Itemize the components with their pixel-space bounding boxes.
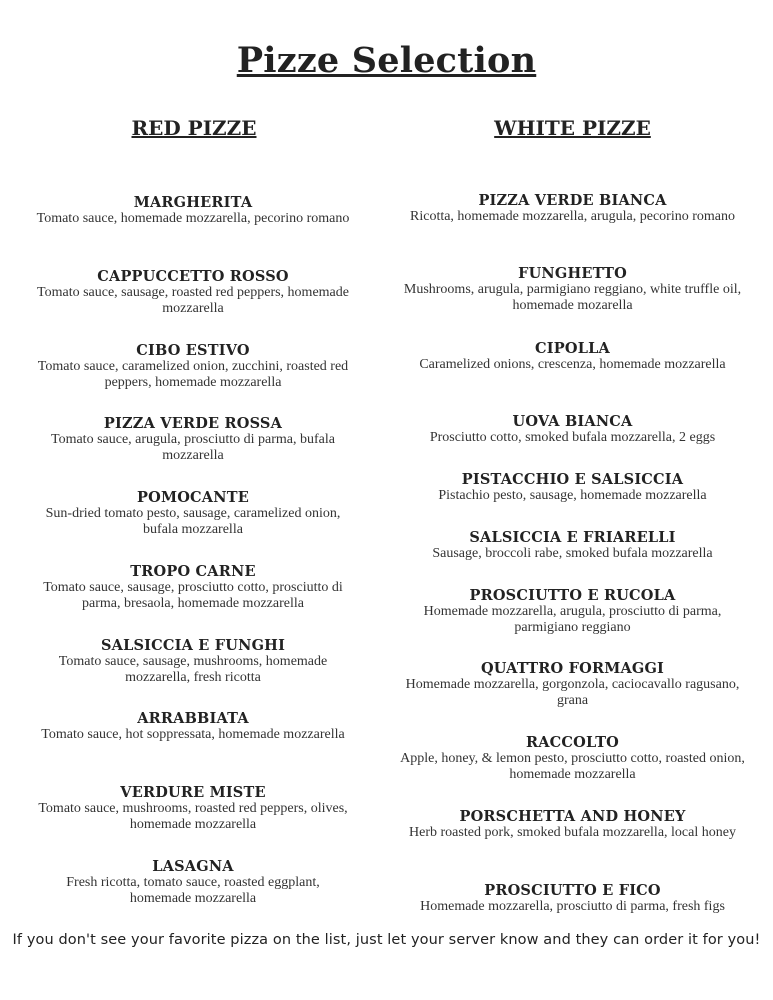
item-description: Herb roasted pork, smoked bufala mozzarella, local honey: [409, 825, 736, 840]
item-description: Homemade mozzarella, arugula, prosciutto di parma, parmigiano reggiano: [423, 604, 722, 635]
item-description: Tomato sauce, arugula, prosciutto di parma, bufala mozzarella: [51, 432, 335, 463]
menu-item-lasagna: [34, 858, 352, 907]
menu-item-quattro-formaggi: [400, 660, 745, 709]
item-name: UOVA BIANCA: [512, 413, 633, 430]
page-title: Pizze Selection: [236, 40, 537, 81]
item-name: TROPO CARNE: [130, 563, 256, 580]
item-description: Homemade mozzarella, gorgonzola, caciocavallo ragusano, grana: [405, 677, 740, 708]
menu-item-funghetto: [400, 265, 745, 314]
menu-item-pomocante: [34, 489, 352, 538]
menu-item-cappuccetto-rosso: [34, 268, 352, 317]
menu-item-salsiccia-e-funghi: [28, 637, 358, 686]
item-name: SALSICCIA E FRIARELLI: [469, 529, 676, 546]
menu-item-salsiccia-e-friarelli: [400, 529, 745, 562]
item-description: Caramelized onions, crescenza, homemade mozzarella: [419, 357, 726, 372]
menu-item-raccolto: [400, 734, 745, 783]
item-name: PROSCIUTTO E RUCOLA: [469, 587, 676, 604]
item-name: RACCOLTO: [525, 734, 620, 751]
red-pizze-heading: RED PIZZE: [131, 116, 257, 140]
item-name: PIZZA VERDE BIANCA: [478, 192, 667, 209]
item-name: PISTACCHIO E SALSICCIA: [461, 471, 684, 488]
item-description: Pistachio pesto, sausage, homemade mozzarella: [438, 488, 707, 503]
item-description: Tomato sauce, sausage, prosciutto cotto, prosciutto di parma, bresaola, homemade mozzarella: [43, 580, 343, 611]
item-name: LASAGNA: [152, 858, 234, 875]
menu-item-prosciutto-e-fico: [400, 882, 745, 915]
menu-item-pizza-verde-bianca: [400, 192, 745, 225]
item-description: Tomato sauce, sausage, roasted red peppers, homemade mozzarella: [37, 285, 349, 316]
item-description: Mushrooms, arugula, parmigiano reggiano, white truffle oil, homemade mozarella: [403, 282, 742, 313]
menu-item-arrabbiata: [34, 710, 352, 743]
item-name: VERDURE MISTE: [120, 784, 266, 801]
item-description: Tomato sauce, sausage, mushrooms, homemade mozzarella, fresh ricotta: [58, 654, 328, 685]
menu-item-cipolla: [400, 340, 745, 373]
item-description: Sun-dried tomato pesto, sausage, caramelized onion, bufala mozzarella: [45, 506, 341, 537]
item-name: PROSCIUTTO E FICO: [484, 882, 661, 899]
item-description: Sausage, broccoli rabe, smoked bufala mozzarella: [432, 546, 713, 561]
item-name: MARGHERITA: [133, 194, 253, 211]
item-name: CIPOLLA: [535, 340, 610, 357]
item-description: Fresh ricotta, tomato sauce, roasted eggplant, homemade mozzarella: [66, 875, 320, 906]
item-name: CAPPUCCETTO ROSSO: [97, 268, 289, 285]
menu-item-uova-bianca: [400, 413, 745, 446]
item-name: POMOCANTE: [137, 489, 249, 506]
white-pizze-heading: WHITE PIZZE: [494, 116, 651, 140]
item-description: Tomato sauce, mushrooms, roasted red peppers, olives, homemade mozzarella: [38, 801, 348, 832]
menu-item-tropo-carne: [34, 563, 352, 612]
item-description: Homemade mozzarella, prosciutto di parma, fresh figs: [420, 899, 725, 914]
item-description: Tomato sauce, hot soppressata, homemade mozzarella: [41, 727, 345, 742]
menu-item-pistacchio-e-salsiccia: [400, 471, 745, 504]
menu-item-porschetta-and-honey: [400, 808, 745, 841]
item-description: Tomato sauce, homemade mozzarella, pecorino romano: [36, 211, 350, 226]
item-name: QUATTRO FORMAGGI: [480, 660, 665, 677]
item-name: CIBO ESTIVO: [136, 342, 250, 359]
menu-item-margherita: [34, 194, 352, 227]
menu-item-verdure-miste: [28, 784, 358, 833]
item-description: Prosciutto cotto, smoked bufala mozzarella, 2 eggs: [429, 430, 716, 445]
footer-note: If you don't see your favorite pizza on the list, just let your server know and they can order it for you!: [12, 932, 761, 948]
menu-item-pizza-verde-rossa: [34, 415, 352, 464]
item-name: FUNGHETTO: [518, 265, 627, 282]
item-description: Tomato sauce, caramelized onion, zucchini, roasted red peppers, homemade mozzarella: [37, 359, 349, 390]
item-description: Apple, honey, & lemon pesto, prosciutto cotto, roasted onion, homemade mozzarella: [400, 751, 745, 782]
item-name: SALSICCIA E FUNGHI: [100, 637, 286, 654]
item-name: ARRABBIATA: [137, 710, 249, 727]
item-name: PORSCHETTA AND HONEY: [459, 808, 686, 825]
menu-item-prosciutto-e-rucola: [400, 587, 745, 636]
item-name: PIZZA VERDE ROSSA: [103, 415, 283, 432]
menu-item-cibo-estivo: [34, 342, 352, 391]
item-description: Ricotta, homemade mozzarella, arugula, pecorino romano: [410, 209, 735, 224]
